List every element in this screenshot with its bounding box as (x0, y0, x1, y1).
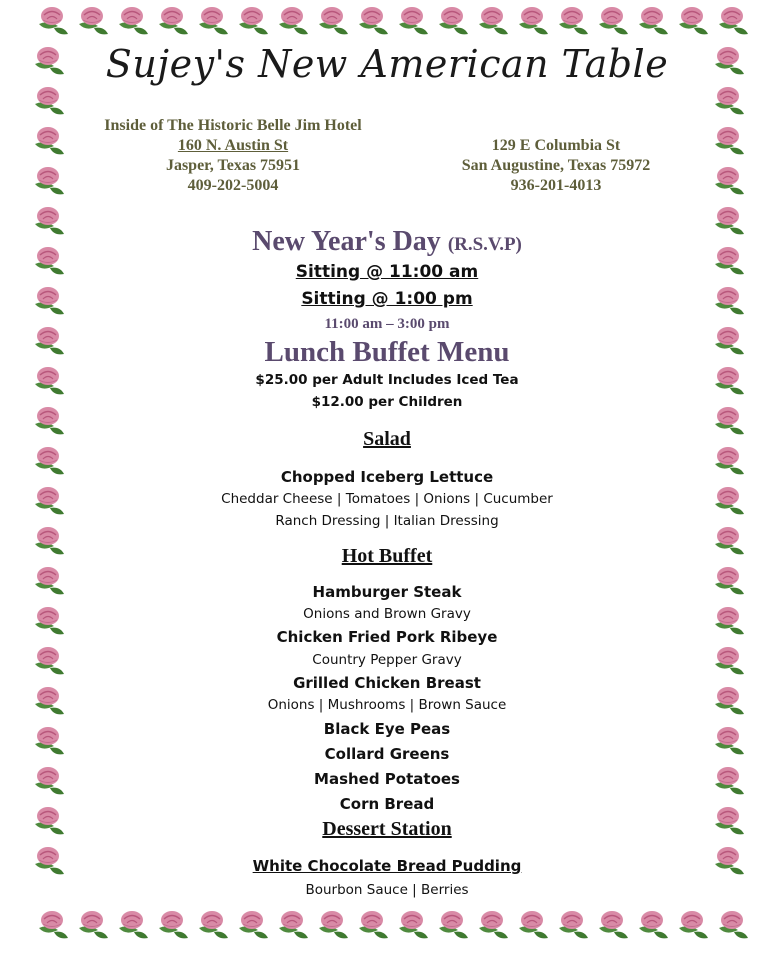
buffet-item-description: Country Pepper Gravy (312, 652, 462, 668)
rose-icon (279, 7, 308, 34)
service-hours: 11:00 am – 3:00 pm (324, 316, 450, 332)
rose-icon (199, 7, 228, 34)
sitting-time-2: Sitting @ 1:00 pm (301, 289, 473, 309)
adult-price: $25.00 per Adult Includes Iced Tea (255, 372, 519, 388)
address-jasper (88, 116, 378, 196)
child-price: $12.00 per Children (311, 394, 463, 410)
rose-icon (639, 7, 668, 34)
rose-icon (519, 911, 548, 938)
rose-icon (719, 7, 748, 34)
rose-icon (399, 911, 428, 938)
rose-icon (479, 7, 508, 34)
address-line: 129 E Columbia St (491, 137, 621, 154)
phone-number: 409-202-5004 (187, 177, 279, 194)
address-line: Jasper, Texas 75951 (165, 157, 301, 174)
rose-icon (559, 7, 588, 34)
rose-icon (35, 127, 64, 154)
buffet-item: Chicken Fried Pork Ribeye (276, 628, 498, 646)
rose-icon (439, 7, 468, 34)
address-line: Inside of The Historic Belle Jim Hotel (104, 117, 362, 134)
salad-description: Cheddar Cheese | Tomatoes | Onions | Cucumber (221, 491, 553, 507)
rose-icon (319, 911, 348, 938)
dessert-heading: Dessert Station (322, 818, 452, 840)
rose-icon (359, 7, 388, 34)
rsvp-label: (R.S.V.P) (447, 234, 522, 255)
buffet-item: Black Eye Peas (323, 720, 451, 738)
event-title: New Year's Day (252, 226, 441, 257)
salad-dressings: Ranch Dressing | Italian Dressing (275, 513, 499, 529)
rose-icon (359, 911, 388, 938)
rose-icon (519, 7, 548, 34)
rose-icon (279, 911, 308, 938)
rose-icon (439, 911, 468, 938)
sitting-time-1: Sitting @ 11:00 am (295, 262, 479, 282)
phone-number: 936-201-4013 (510, 177, 602, 194)
rose-icon (239, 7, 268, 34)
address-line: San Augustine, Texas 75972 (461, 157, 651, 174)
restaurant-name: Sujey's New American Table (105, 42, 669, 86)
buffet-item: Grilled Chicken Breast (293, 674, 481, 692)
address-san-augustine (426, 136, 686, 196)
rose-icon (559, 911, 588, 938)
rose-icon (599, 911, 628, 938)
rose-icon (715, 167, 744, 194)
salad-item: Chopped Iceberg Lettuce (280, 468, 494, 486)
buffet-item-description: Onions | Mushrooms | Brown Sauce (267, 697, 507, 713)
rose-icon (319, 7, 348, 34)
salad-heading: Salad (363, 428, 411, 450)
rose-icon (79, 911, 108, 938)
rose-icon (679, 7, 708, 34)
rose-icon (159, 7, 188, 34)
buffet-item: Hamburger Steak (312, 583, 462, 601)
rose-icon (679, 911, 708, 938)
event-heading (0, 226, 774, 258)
dessert-item: White Chocolate Bread Pudding (252, 857, 522, 875)
menu-title: Lunch Buffet Menu (264, 336, 510, 368)
rose-icon (79, 7, 108, 34)
hot-buffet-heading: Hot Buffet (341, 545, 433, 567)
dessert-description: Bourbon Sauce | Berries (305, 882, 469, 898)
rose-icon (159, 911, 188, 938)
rose-icon (715, 127, 744, 154)
rose-icon (119, 7, 148, 34)
rose-icon (719, 911, 748, 938)
rose-icon (479, 911, 508, 938)
rose-icon (35, 87, 64, 114)
rose-icon (599, 7, 628, 34)
rose-icon (39, 911, 68, 938)
rose-icon (35, 167, 64, 194)
buffet-item: Corn Bread (339, 795, 435, 813)
rose-icon (239, 911, 268, 938)
rose-icon (715, 87, 744, 114)
buffet-item-description: Onions and Brown Gravy (303, 606, 471, 622)
rose-icon (119, 911, 148, 938)
rose-icon (199, 911, 228, 938)
rose-icon (39, 7, 68, 34)
rose-icon (639, 911, 668, 938)
buffet-item: Collard Greens (324, 745, 450, 763)
buffet-item: Mashed Potatoes (314, 770, 460, 788)
rose-icon (399, 7, 428, 34)
address-line: 160 N. Austin St (177, 137, 289, 154)
